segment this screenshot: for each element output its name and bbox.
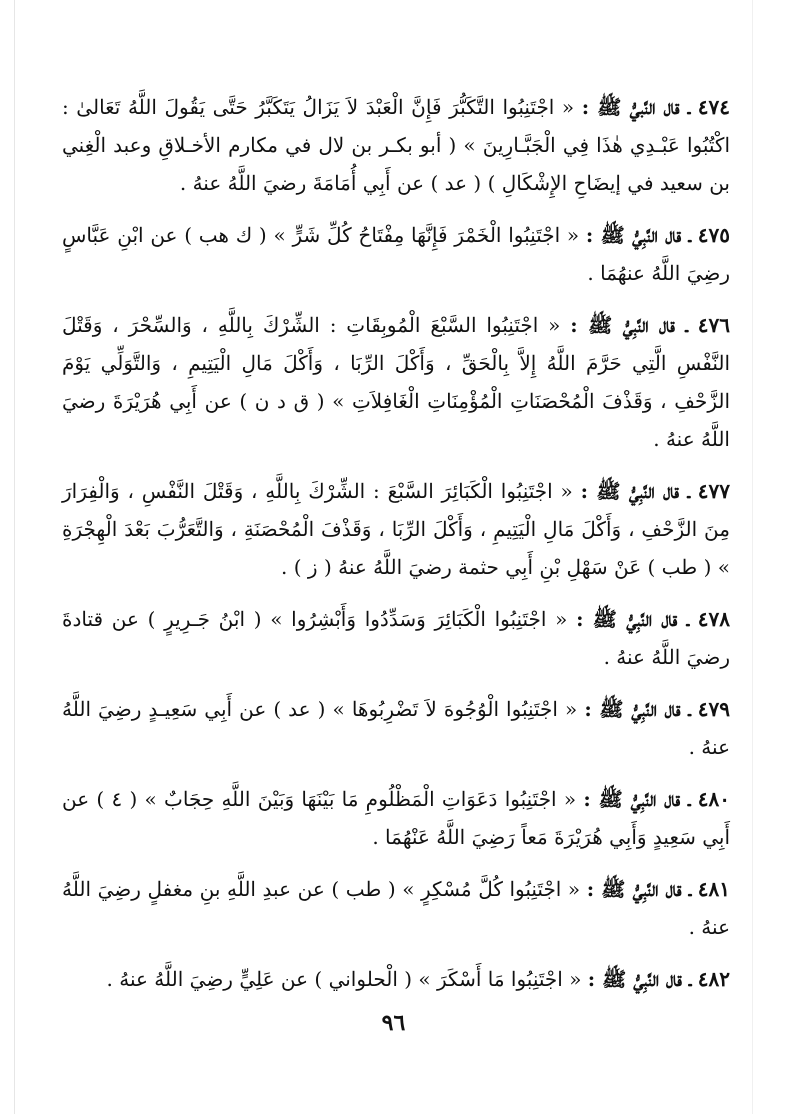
hadith-number: ٤٧٥: [697, 223, 730, 247]
hadith-number: ٤٧٨: [697, 607, 731, 631]
hadith-text: « اجْتَنِبُوا الْكَبَائِرَ وَسَدِّدُوا وَأَبْشِرُوا »: [270, 607, 568, 631]
hadith-intro: ـ قال النَّبِيُّ ﷺ :: [584, 697, 691, 721]
hadith-intro: ـ قال النَّبِيُّ ﷺ :: [583, 787, 691, 811]
hadith-text: « اجْتَنِبُوا كُلَّ مُسْكِرٍ »: [402, 877, 581, 901]
hadith-number: ٤٧٧: [697, 479, 731, 503]
hadith-source: ( طب ) عن عبدِ اللَّهِ بنِ مغفلٍ رضِيَ اللَّهُ عنهُ .: [62, 877, 730, 939]
hadith-475: [62, 216, 730, 292]
hadith-474: [62, 88, 730, 202]
hadith-intro: ـ قال النَّبيُّ ﷺ :: [581, 95, 691, 119]
hadith-482: [62, 960, 730, 998]
hadith-number: ٤٧٩: [697, 697, 731, 721]
hadith-text: « اجْتَنِبُوا السَّبْعَ الْمُوبِقَاتِ : الشِّرْكَ بِاللَّهِ ، وَالسِّحْرَ ، وَقَتْلَ النَّفْسِ الَّتِي حَرَّمَ اللَّهُ إِلاَّ بِالْحَقِّ ، وَأَكْلَ الرِّبَا ، وَأَكْلَ مَالِ الْيَتِيمِ ، وَالتَّوَلِّي يَوْمَ الزَّحْفِ ، وَقَذْفَ الْمُحْصَنَاتِ الْمُؤْمِنَاتِ الْغَافِلاَتِ »: [62, 313, 730, 413]
hadith-text: « اجْتَنِبُوا الْخَمْرَ فَإِنَّهَا مِفْتَاحُ كُلِّ شَرٍّ »: [273, 223, 580, 247]
page-number: ٩٦: [381, 1010, 406, 1036]
hadith-source: ( ابْنُ جَـرِيرٍ ) عن قتادةَ رضيَ اللَّهُ عنهُ .: [62, 607, 730, 669]
hadith-number: ٤٧٤: [697, 95, 731, 119]
hadith-text: « اجْتَنِبُوا دَعَوَاتِ الْمَظْلُومِ مَا بَيْنَهَا وَبَيْنَ اللَّهِ حِجَابٌ »: [144, 787, 577, 811]
hadith-478: [62, 600, 730, 676]
hadith-source: ( ق د ن ) عن أَبِي هُرَيْرَةَ رضيَ اللَّهُ عنهُ .: [62, 389, 730, 451]
hadith-intro: ـ قال النَّبِيُّ ﷺ :: [580, 479, 690, 503]
hadith-source: ( طب ) عَنْ سَهْلِ بْنِ أَبِي حثمة رضيَ اللَّهُ عنهُ ( ز ) .: [281, 555, 712, 579]
hadith-list: [62, 88, 730, 1012]
hadith-text: « اجْتَنِبُوا الْكَبَائِرَ السَّبْعَ : الشِّرْكَ بِاللَّهِ ، وَقَتْلَ النَّفْسِ ، وَالْفِرَارَ مِنَ الزَّحْفِ ، وَأَكْلَ مَالِ الْيَتِيمِ ، وَأَكْلَ الرِّبَا ، وَقَذْفَ الْمُحْصَنَةِ ، وَالتَّعَرُّبَ بَعْدَ الْهِجْرَةِ »: [62, 479, 730, 579]
hadith-intro: ـ قال النَّبِيُّ ﷺ :: [570, 313, 688, 337]
hadith-476: [62, 306, 730, 458]
hadith-intro: ـ قال النَّبِيُّ ﷺ :: [576, 607, 690, 631]
hadith-477: [62, 472, 730, 586]
hadith-number: ٤٨٠: [697, 787, 730, 811]
hadith-source: ( أبو بكـر بن لال في مكارم الأخـلاقِ وعبد الْغِني بن سعيد في إيضَاحِ الإِشْكَالِ ) ( عد ) عن أَبِي أُمَامَةَ رضيَ اللَّهُ عنهُ .: [62, 133, 730, 195]
scan-line: [752, 0, 753, 1114]
hadith-number: ٤٨٢: [697, 967, 730, 991]
hadith-source: ( عد ) عن أَبِي سَعِيـدٍ رضِيَ اللَّهُ عنهُ .: [62, 697, 730, 759]
hadith-source: ( الْحلواني ) عن عَلِيٍّ رضِيَ اللَّهُ عنهُ .: [106, 967, 413, 991]
hadith-text: « اجْتَنِبُوا الْوُجُوهَ لاَ تَضْرِبُوهَا »: [332, 697, 578, 721]
hadith-source: ( ك هب ) عن ابْنِ عَبَّاسٍ رضِيَ اللَّهُ عنهُمَا .: [62, 223, 730, 285]
hadith-481: [62, 870, 730, 946]
hadith-source: ( ٤ ) عن أَبِي سَعِيدٍ وَأَبِي هُرَيْرَةَ مَعاً رَضِيَ اللَّهُ عَنْهُمَا .: [62, 787, 730, 849]
hadith-intro: ـ قال النَّبِيُّ ﷺ :: [586, 877, 692, 901]
page-crease: [14, 0, 15, 1114]
hadith-intro: ـ قال النَّبِيُّ ﷺ :: [585, 223, 692, 247]
hadith-intro: ـ قال النَّبِيُّ ﷺ :: [587, 967, 692, 991]
hadith-text: « اجْتَنِبُوا مَا أَسْكَرَ »: [418, 967, 582, 991]
hadith-number: ٤٧٦: [697, 313, 731, 337]
hadith-text: « اجْتَنِبُوا التَّكَبُّرَ فَإِنَّ الْعَبْدَ لاَ يَزَالُ يَتَكَبَّرُ حَتَّى يَقُولَ اللَّهُ تَعَالىٰ : اكْتُبُوا عَبْـدِي هٰذَا فِي الْجَبَّـارِينَ »: [62, 95, 730, 157]
hadith-480: [62, 780, 730, 856]
hadith-number: ٤٨١: [697, 877, 731, 901]
hadith-479: [62, 690, 730, 766]
